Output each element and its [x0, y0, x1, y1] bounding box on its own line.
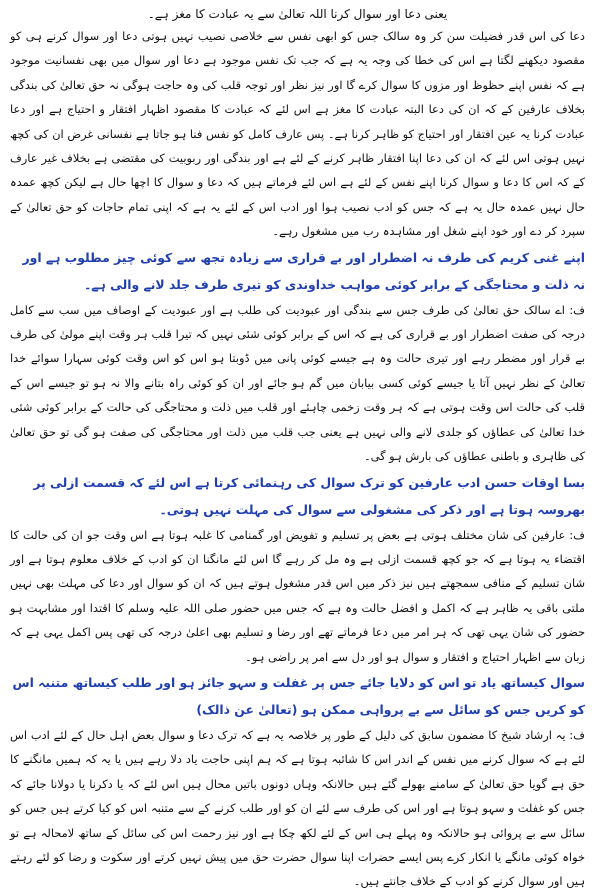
page-top-line: یعنی دعا اور سوال کرنا اللہ تعالیٰ سے یہ عبادت کا مغز ہے۔: [147, 7, 448, 21]
paragraph-4: ف: یہ ارشاد شیخ کا مضمون سابق کی دلیل کے طور پر خلاصہ یہ ہے کہ ترک دعا و سوال بعض اہل حال کے لئے ادب اس لئے ہے کہ سوال کرنے میں نفس کے اندر اس کا شائبہ ہوتا ہے کہ ہم اپنی حاجت یاد دلا رہے ہیں یا یہ کہ ہمیں مانگنے کا حق ہے گویا حق تعالیٰ کے سامنے بھولے گئے ہیں حالانکہ وہاں دونوں باتیں محال ہیں اس لئے کہ یا دکرنا یا دولانا جائے کہ جس کو غفلت و سہو ہوتا ہے اور اس کی طرف سے لئے ان کو اور طلب کرنے کے سے متنبہ اس کو کیا کرتے ہیں جس کو سائل سے بے پروائی ہو حالانکہ وہ پہلے ہی اس کے لئے لکھ چکا ہے اور نیز رحمت اس کی سائل کے ساتھ لامحالہ ہے تو خواہ کوئی مانگے یا انکار کرے پس ایسے حضرات اپنا سوال حضرت حق میں پیش نہیں کرتے اور سکوت و رضا کو لئے رہتے ہیں اور سوال کرنے کو ادب کے خلاف جانتے ہیں۔: [10, 727, 585, 889]
heading-3: سوال کیساتھ یاد تو اس کو دلایا جائے جس پر غفلت و سہو جائز ہو اور طلب کیساتھ متنبہ اس کو کریں جس کو سائل سے بے پرواہی ممکن ہو (تعالیٰ عن ذالک): [12, 674, 585, 717]
paragraph-2: ف: اے سالک حق تعالیٰ کی طرف جس سے بندگی اور عبودیت کی طلب ہے اور عبودیت کے اوصاف میں سب سے کامل درجہ کی صفت اضطرار اور بے قراری کی ہے کہ اس کے برابر کوئی شئی نہیں کہ تیرا قلب ہر وقت اپنے مولیٰ کی طرف بے قرار اور مضطر رہے اور تیری حالت وہ ہے جیسے کوئی پانی میں ڈوبتا ہو اس کو اس وقت کوئی سہارا سوائے خدا تعالیٰ کے نظر نہیں آتا یا جیسے کوئی کسی بیابان میں گم ہو جائے اور ان کو کوئی راہ بتانے والا نہ ہو تو جیسے اس کے قلب کی حالت اس وقت ہوتی ہے کہ ہر وقت زخمی چاہئے اور قلب میں ذلت و محتاجگی کی حالت کے برابر کوئی شئی خدا تعالیٰ کی عطاؤں کو جلدی لانے والی نہیں ہے یعنی جب قلب میں ذلت اور محتاجگی کی صفت ہو گی تو حق تعالیٰ کی ظاہری و باطنی عطاؤں کی بارش ہو گی۔: [10, 302, 585, 464]
paragraph-3: ف: عارفین کی شان مختلف ہوتی ہے بعض پر تسلیم و تفویض اور گمنامی کا غلبہ ہوتا ہے اس وقت جو ان کی حالت کا اقتضاء یہ ہوتا ہے کہ جو کچھ قسمت ازلی ہے وہ مل کر رہے گا اس لئے مانگنا ان کو ادب کے خلاف معلوم ہوتا ہے اور شان تسلیم کے منافی سمجھتے ہیں نیز ذکر میں اس قدر مشغول ہوتے ہیں کہ ان کو سوال اور دعا کی مہلت بھی نہیں ملتی باقی یہ ظاہر ہے کہ اکمل و افضل حالت وہ ہے کہ جس میں حضور صلی اللہ علیہ وسلم کا اقتدا اور مشابہت ہو حضور کی شان یہی تھی کہ ہر امر میں دعا فرماتے تھے اور رضا و تسلیم بھی اعلیٰ درجہ کی تھی پس اکمل یہی ہے کہ زبان سے اظہار احتیاج و افتقار و سوال ہو اور دل سے امر پر راضی ہو۔: [10, 527, 585, 664]
heading-2: بسا اوقات حسن ادب عارفین کو ترک سوال کی رہنمائی کرتا ہے اس لئے کہ قسمت ازلی پر بھروسہ ہوتا ہے اور ذکر کی مشغولی سے سوال کی مہلت نہیں ہوتی۔: [33, 474, 585, 517]
paragraph-1: دعا کی اس قدر فضیلت سن کر وہ سالک جس کو ابھی نفس سے خلاصی نصیب نہیں ہوتی دعا اور سوال کرنے ہی کو مقصود دیکھنے لگتا ہے اس کی خطا کی وجہ یہ ہے کہ جب تک نفس موجود ہے دعا اور سوال میں بھی نفسانیت موجود ہے کہ نفس اپنے حظوظ اور مزوں کا سوال کرے گا اور نیز نظر اور توجہ قلب کی وہ حاجت ہوگی نہ حق تعالیٰ کی بندگی بخلاف عارفین کے کہ ان کی دعا البتہ عبادت کا مغز ہے اس لئے کہ عبادت کا مقصود اظہار افتقار و احتیاج ہے اور دعا عبادت کرنا یہ عین افتقار اور احتیاج کو ظاہر کرنا ہے۔ پس عارف کامل کو نفس فنا ہو جاتا ہے نفسانی غرض ان کی کچھ نہیں ہوتی اس لئے کہ ان کی دعا اپنا افتقار ظاہر کرنے کے لئے ہے اور بندگی اور ربوبیت کی مقتضی ہے بخلاف غیر عارف کے کہ اس کا دعا و سوال کرنا اپنے نفس کے لئے ہے اس لئے فرماتے ہیں کہ دعا و سوال کا اچھا حال ہے لیکن کچھ عمدہ حال نہیں عمدہ حال یہ ہے کہ جس کو ادب نصیب ہوا اور ادب اس کے لئے یہ ہے کہ اپنی تمام حاجات کو حق تعالیٰ کے سپرد کر دے اور خود اپنے شغل اور مشاہدہ رب میں مشغول رہے۔: [10, 29, 585, 239]
heading-1: اپنے غنی کریم کی طرف نہ اضطرار اور بے قراری سے زیادہ تجھ سے کوئی چیز مطلوب ہے اور نہ ذلت و محتاجگی کے برابر کوئی مواہب خداوندی کو تیری طرف جلد لانے والی ہے۔: [22, 249, 585, 292]
